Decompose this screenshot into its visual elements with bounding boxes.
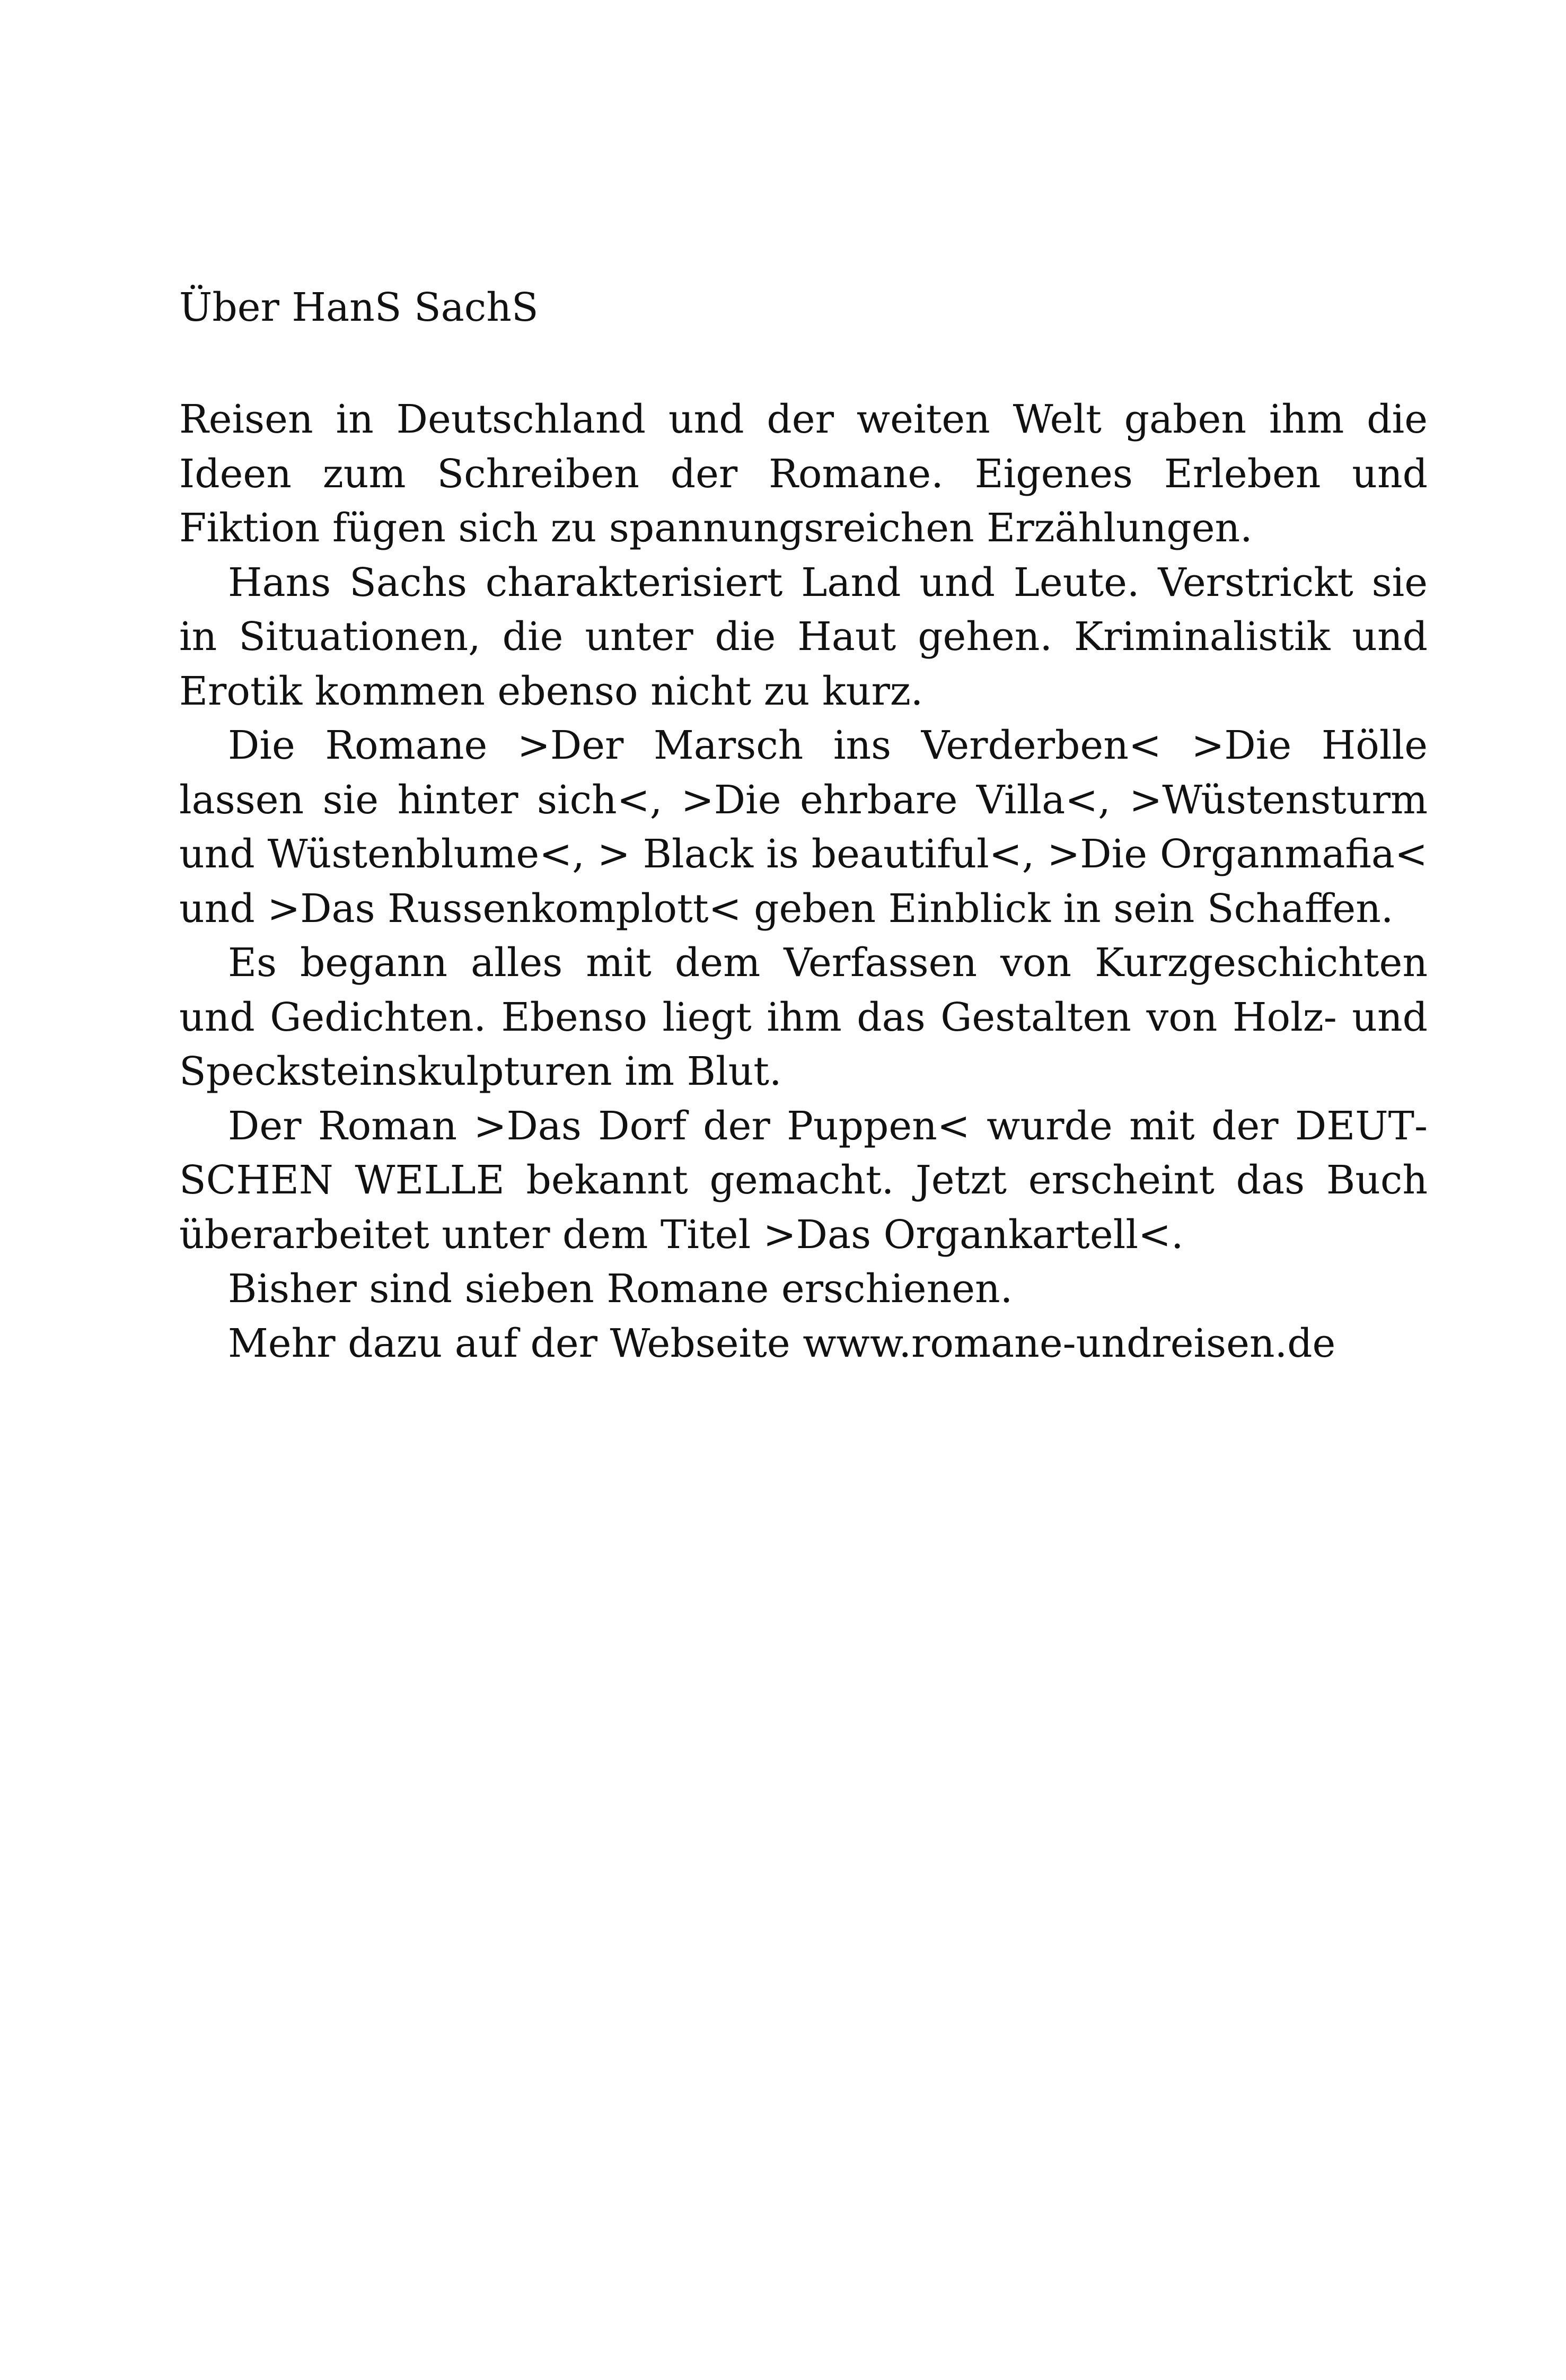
biography-text	[179, 392, 1428, 1371]
paragraph-deutsche-welle: Der Roman >Das Dorf der Puppen< wurde mit der DEUTSCHEN WELLE bekannt gemacht. Jetzt erscheint das Buch überarbeitet unter dem Titel >Das Organkartell<.	[179, 1103, 1428, 1258]
paragraph-website: Mehr dazu auf der Webseite www.romane-undreisen.de	[228, 1320, 1336, 1366]
paragraph-travel: Reisen in Deutschland und der weiten Welt gaben ihm die Ideen zum Schreiben der Romane. Eigenes Erleben und Fiktion fügen sich zu spannungsreichen Erzählungen.	[179, 397, 1428, 551]
paragraph-characterization: Hans Sachs charakterisiert Land und Leute. Verstrickt sie in Situationen, die unter die Haut gehen. Kriminalistik und Erotik kommen ebenso nicht zu kurz.	[179, 559, 1428, 714]
paragraph-count: Bisher sind sieben Romane erschienen.	[228, 1266, 1013, 1312]
paragraph-novels: Die Romane >Der Marsch ins Verderben< >Die Hölle lassen sie hinter sich<, >Die ehrbare Villa<, >Wüstensturm und Wüstenblume<, > Black is beautiful<, >Die Organmafia< und >Das Russenkomplott< geben Einblick in sein Schaffen.	[179, 723, 1428, 932]
page-content	[179, 276, 1428, 1371]
paragraph-beginnings: Es begann alles mit dem Verfassen von Kurzgeschichten und Gedichten. Ebenso liegt ihm das Gestalten von Holz- und Specksteinskulpturen im Blut.	[179, 940, 1428, 1094]
page-title: Über HanS SachS	[179, 285, 539, 330]
